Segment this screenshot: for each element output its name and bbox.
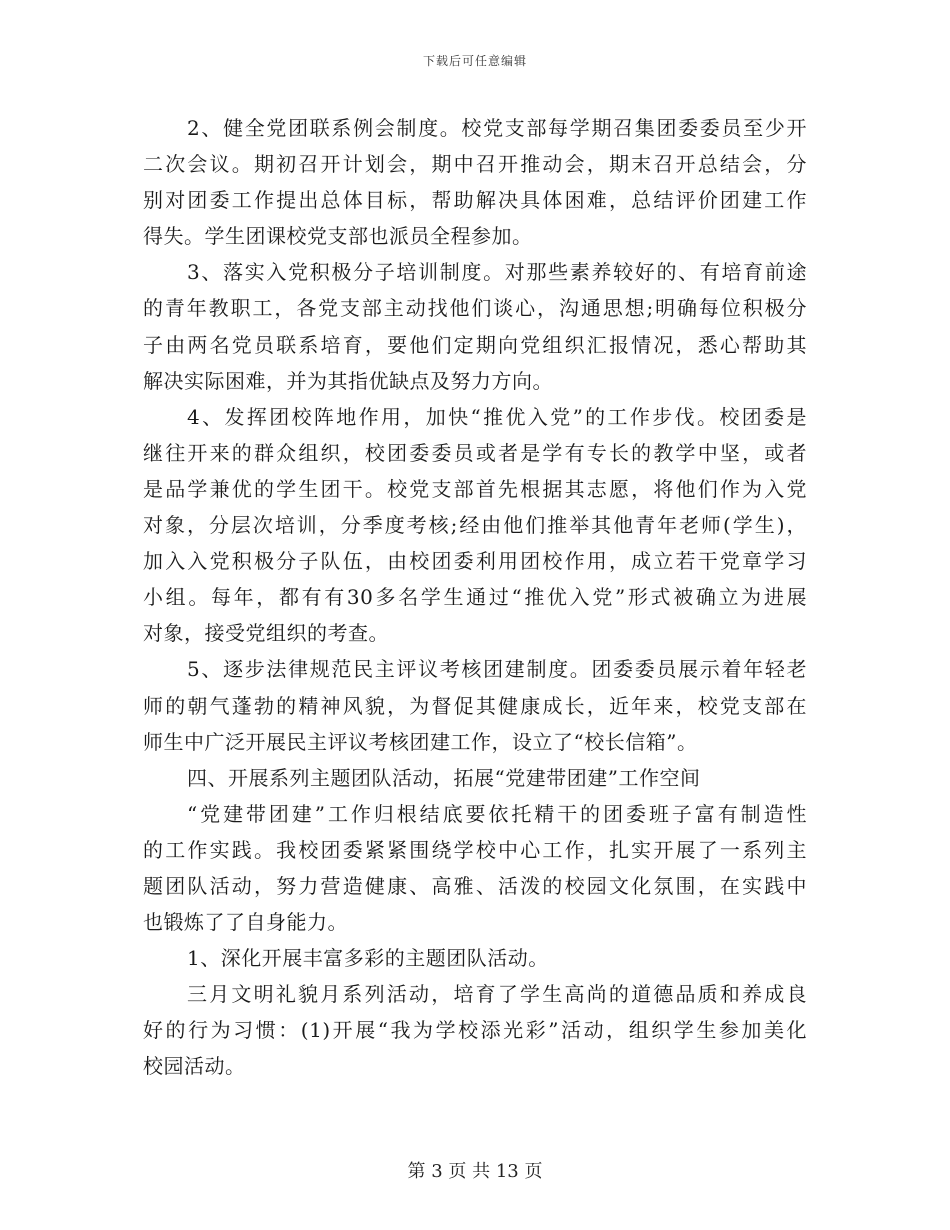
text-line: 是品学兼优的学生团干。校党支部首先根据其志愿，将他们作为入党 xyxy=(143,476,807,501)
text-line: 四、开展系列主题团队活动，拓展“党建带团建”工作空间 xyxy=(187,765,701,790)
page-header: 下载后可任意编辑 xyxy=(422,54,527,68)
text-line: “党建带团建”工作归根结底要依托精干的团委班子富有制造性 xyxy=(187,801,807,826)
text-line: 对象，接受党组织的考查。 xyxy=(143,621,389,646)
text-line: 好的行为习惯：(1)开展“我为学校添光彩”活动，组织学生参加美化 xyxy=(143,1018,807,1043)
text-line: 3、落实入党积极分子培训制度。对那些素养较好的、有培育前途 xyxy=(187,260,807,285)
text-line: 也锻炼了了自身能力。 xyxy=(143,910,348,935)
text-line: 师生中广泛开展民主评议考核团建工作，设立了“校长信箱”。 xyxy=(143,729,698,754)
text-line: 小组。每年，都有有30多名学生通过“推优入党”形式被确立为进展 xyxy=(143,585,807,610)
text-line: 1、深化开展丰富多彩的主题团队活动。 xyxy=(187,946,549,971)
text-line: 题团队活动，努力营造健康、高雅、活泼的校园文化氛围，在实践中 xyxy=(143,873,807,898)
text-line: 子由两名党员联系培育，要他们定期向党组织汇报情况，悉心帮助其 xyxy=(143,332,807,357)
text-line: 的青年教职工，各党支部主动找他们谈心，沟通思想;明确每位积极分 xyxy=(143,296,807,321)
text-line: 二次会议。期初召开计划会，期中召开推动会，期末召开总结会，分 xyxy=(143,152,807,177)
document-body xyxy=(143,110,807,1085)
text-line: 2、健全党团联系例会制度。校党支部每学期召集团委委员至少开 xyxy=(187,116,807,140)
page-footer: 第 3 页 共 13 页 xyxy=(407,1161,543,1182)
text-line: 5、逐步法律规范民主评议考核团建制度。团委委员展示着年轻老 xyxy=(187,657,807,682)
text-line: 对象，分层次培训，分季度考核;经由他们推举其他青年老师(学生)， xyxy=(143,513,807,538)
text-line: 的工作实践。我校团委紧紧围绕学校中心工作，扎实开展了一系列主 xyxy=(143,837,807,862)
text-line: 4、发挥团校阵地作用，加快“推优入党”的工作步伐。校团委是 xyxy=(187,404,807,429)
text-line: 别对团委工作提出总体目标，帮助解决具体困难，总结评价团建工作 xyxy=(143,188,807,213)
text-line: 解决实际困难，并为其指优缺点及努力方向。 xyxy=(143,368,553,393)
text-line: 三月文明礼貌月系列活动，培育了学生高尚的道德品质和养成良 xyxy=(187,982,807,1007)
text-line: 得失。学生团课校党支部也派员全程参加。 xyxy=(143,224,533,249)
text-line: 校园活动。 xyxy=(143,1054,246,1079)
text-line: 师的朝气蓬勃的精神风貌，为督促其健康成长，近年来，校党支部在 xyxy=(143,693,807,718)
text-line: 继往开来的群众组织，校团委委员或者是学有专长的教学中坚，或者 xyxy=(143,440,807,465)
text-line: 加入入党积极分子队伍，由校团委利用团校作用，成立若干党章学习 xyxy=(143,549,807,574)
